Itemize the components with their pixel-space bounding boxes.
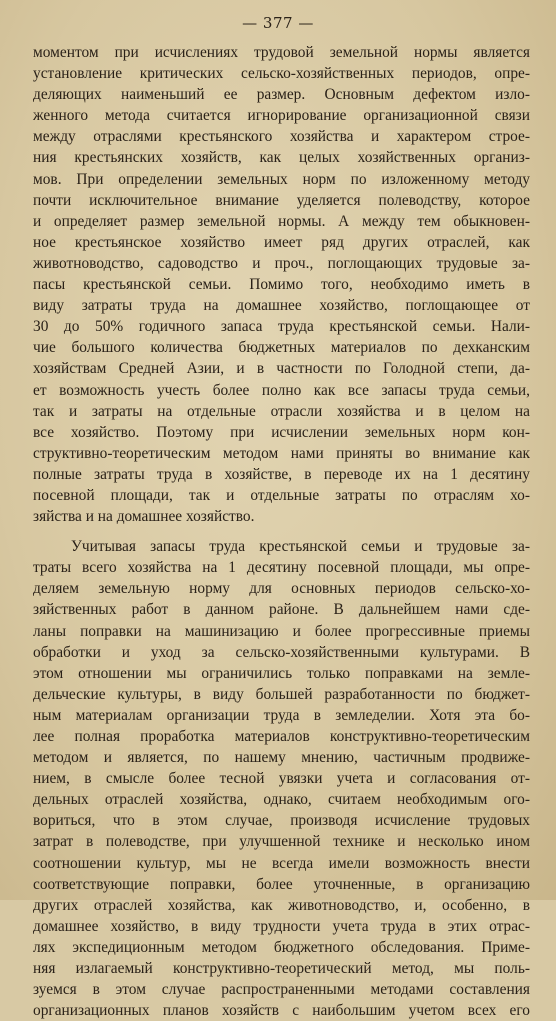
text-line: нием, в смысле более тесной увязки учета и согласования от-: [33, 770, 530, 788]
text-line: чие большого количества бюджетных материалов по дехканским: [33, 339, 530, 357]
text-line: ланы поправки на машинизацию и более прогрессивные приемы: [33, 622, 530, 640]
text-line: траты всего хозяйства на 1 десятину посевной площади, мы опре-: [33, 559, 530, 577]
body-text: [33, 42, 530, 1021]
text-line: деляем земельную норму для основных периодов сельско-хо-: [33, 580, 530, 598]
paragraph: [33, 42, 530, 527]
text-line: соотношении культур, мы не всегда имели возможность внести: [33, 854, 530, 872]
text-line: лее полная проработка материалов конструктивно-теоретическим: [33, 728, 530, 745]
text-line: вориться, что в этом случае, производя исчисление трудовых: [33, 812, 530, 830]
text-line: методом и является, по нашему мнению, частичным продвиже-: [33, 749, 530, 767]
text-line: ное крестьянское хозяйство имеет ряд других отраслей, как: [33, 233, 530, 251]
text-line: установление критических сельско-хозяйственных периодов, опре-: [33, 65, 530, 83]
text-line: ет возможность учесть более полно как все запасы труда семьи,: [33, 381, 530, 399]
text-line: мов. При определении земельных норм по изложенному методу: [33, 170, 530, 188]
text-line: почти исключительное внимание уделяется полеводству, которое: [33, 191, 530, 209]
text-line: Учитывая запасы труда крестьянской семьи и трудовые за-: [71, 538, 530, 556]
text-line: между отраслями крестьянского хозяйства и характером строе-: [33, 128, 530, 146]
text-line: 30 до 50% годичного запаса труда крестьянской семьи. Нали-: [33, 318, 530, 336]
text-line: организационных планов хозяйств с наибольшим учетом всех его: [33, 1002, 530, 1020]
paragraph: [33, 536, 530, 1021]
text-line: пасы крестьянской семьи. Помимо того, необходимо иметь в: [33, 276, 530, 294]
text-line: няя излагаемый конструктивно-теоретический метод, мы поль-: [33, 960, 530, 978]
text-line: виду затраты труда на домашнее хозяйство, поглощающее от: [33, 297, 530, 315]
text-line: этом отношении мы ограничились только поправками на земле-: [33, 664, 530, 682]
text-line: и определяет размер земельной нормы. А между тем обыкновен-: [33, 212, 530, 230]
text-line: зяйства и на домашнее хозяйство.: [33, 508, 255, 526]
paragraph-gap: [33, 527, 530, 536]
page-number: — 377 —: [242, 14, 314, 32]
text-line: структивно-теоретическим методом нами приняты во внимание как: [33, 444, 530, 462]
text-line: домашнее хозяйство, в виду трудности учета труда в этих отрас-: [33, 917, 530, 935]
text-line: полные затраты труда в хозяйстве, в переводе их на 1 десятину: [33, 465, 530, 483]
text-line: ным материалам организации труда в земледелии. Хотя эта бо-: [33, 706, 530, 724]
text-line: соответствующие поправки, более уточненные, в организацию: [33, 875, 530, 893]
text-line: лях экспедиционным методом бюджетного обследования. Приме-: [33, 938, 530, 956]
text-line: так и затраты на отдельные отрасли хозяйства и в целом на: [33, 402, 530, 420]
text-line: все хозяйство. Поэтому при исчислении земельных норм кон-: [33, 423, 530, 441]
text-line: зуемся в этом случае распространенными методами составления: [33, 981, 530, 999]
text-line: животноводство, садоводство и проч., поглощающих трудовые за-: [33, 254, 530, 272]
text-line: моментом при исчислениях трудовой земельной нормы является: [33, 44, 530, 61]
text-line: женного метода считается игнорирование организационной связи: [33, 107, 530, 125]
text-line: деляющих наименьший ее размер. Основным дефектом изло-: [33, 86, 530, 104]
text-line: зяйственных работ в данном районе. В дальнейшем нами сде-: [33, 601, 530, 619]
text-line: дельных отраслей хозяйства, однако, считаем необходимым ого-: [33, 791, 530, 809]
text-line: хозяйствам Средней Азии, и в частности по Голодной степи, да-: [33, 360, 530, 378]
text-line: посевной площади, так и отдельные затраты по отраслям хо-: [33, 486, 530, 504]
text-line: ния крестьянских хозяйств, как целых хозяйственных организ-: [33, 149, 530, 167]
text-line: других отраслей хозяйства, как животноводство, и, особенно, в: [33, 896, 530, 914]
text-line: дельческие культуры, в виду большей разработанности по бюджет-: [33, 685, 530, 703]
text-line: обработки и уход за сельско-хозяйственными культурами. В: [33, 643, 530, 661]
text-line: затрат в полеводстве, при улучшенной технике и несколько ином: [33, 833, 530, 851]
